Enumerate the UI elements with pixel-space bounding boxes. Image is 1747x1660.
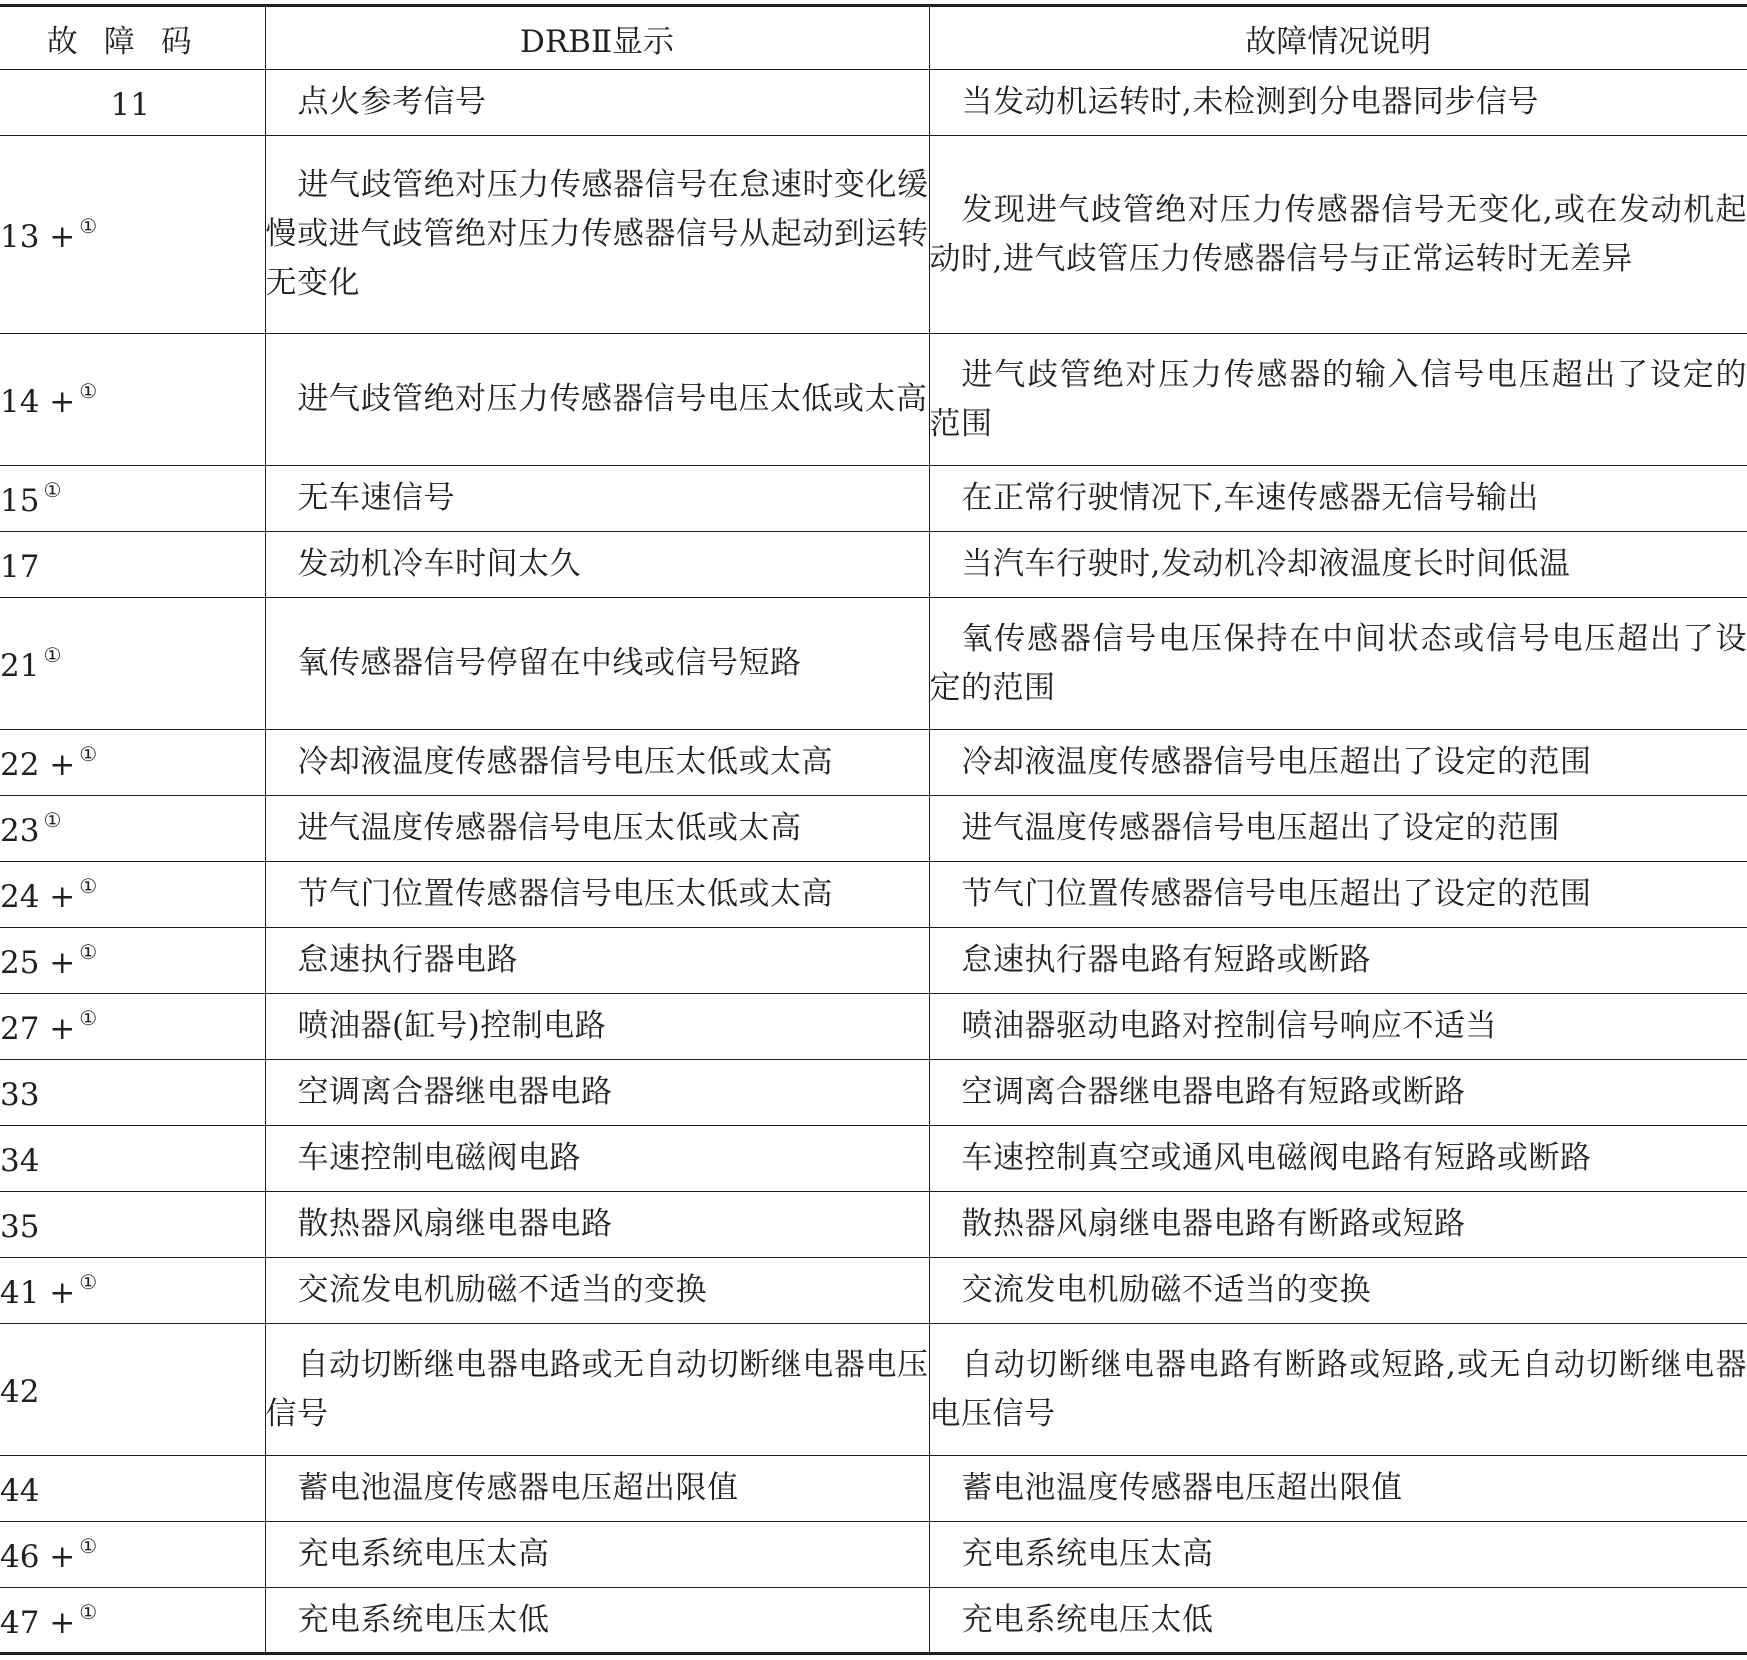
note-mark: ① (79, 1534, 98, 1558)
description-cell: 当汽车行驶时,发动机冷却液温度长时间低温 (929, 532, 1747, 598)
fault-code-cell (0, 1588, 265, 1654)
drb-cell: 蓄电池温度传感器电压超出限值 (265, 1456, 929, 1522)
description-cell: 节气门位置传感器信号电压超出了设定的范围 (929, 862, 1747, 928)
description-cell: 冷却液温度传感器信号电压超出了设定的范围 (929, 730, 1747, 796)
description-cell: 在正常行驶情况下,车速传感器无信号输出 (929, 466, 1747, 532)
note-mark: ① (43, 643, 62, 667)
fault-code-cell (0, 994, 265, 1060)
table-row (0, 598, 1747, 730)
fault-code: 41 + (0, 1275, 76, 1311)
fault-code: 23 (0, 813, 40, 849)
fault-code-cell (0, 1456, 265, 1522)
drb-cell: 空调离合器继电器电路 (265, 1060, 929, 1126)
drb-cell: 节气门位置传感器信号电压太低或太高 (265, 862, 929, 928)
note-mark: ① (79, 1270, 98, 1294)
table-header-row (0, 6, 1747, 70)
fault-code: 13 + (0, 219, 76, 255)
table-row (0, 466, 1747, 532)
drb-cell: 进气歧管绝对压力传感器信号电压太低或太高 (265, 334, 929, 466)
fault-code: 11 (110, 87, 150, 123)
table-row (0, 1258, 1747, 1324)
table-row (0, 334, 1747, 466)
description-cell: 空调离合器继电器电路有短路或断路 (929, 1060, 1747, 1126)
drb-cell: 充电系统电压太低 (265, 1588, 929, 1654)
description-cell: 进气温度传感器信号电压超出了设定的范围 (929, 796, 1747, 862)
table-row (0, 70, 1747, 136)
description-cell: 蓄电池温度传感器电压超出限值 (929, 1456, 1747, 1522)
fault-code-cell (0, 1522, 265, 1588)
fault-code-cell (0, 796, 265, 862)
header-code: 故障码 (0, 6, 265, 70)
description-cell: 进气歧管绝对压力传感器的输入信号电压超出了设定的范围 (929, 334, 1747, 466)
fault-code: 33 (0, 1077, 40, 1113)
table-row (0, 1060, 1747, 1126)
drb-cell: 交流发电机励磁不适当的变换 (265, 1258, 929, 1324)
drb-cell: 充电系统电压太高 (265, 1522, 929, 1588)
fault-code: 47 + (0, 1604, 76, 1641)
table-row (0, 136, 1747, 334)
drb-cell: 怠速执行器电路 (265, 928, 929, 994)
note-mark: ① (79, 1006, 98, 1030)
table-row (0, 928, 1747, 994)
table-row (0, 730, 1747, 796)
fault-code-cell (0, 334, 265, 466)
table-row (0, 1126, 1747, 1192)
fault-code: 14 + (0, 384, 76, 420)
note-mark: ① (79, 874, 98, 898)
note-mark: ① (79, 214, 98, 238)
drb-cell: 氧传感器信号停留在中线或信号短路 (265, 598, 929, 730)
fault-code-cell (0, 1126, 265, 1192)
table-row (0, 862, 1747, 928)
drb-cell: 点火参考信号 (265, 70, 929, 136)
note-mark: ① (79, 742, 98, 766)
description-cell: 充电系统电压太低 (929, 1588, 1747, 1654)
fault-code: 22 + (0, 747, 76, 783)
note-mark: ① (79, 940, 98, 964)
fault-code: 21 (0, 648, 40, 684)
description-cell: 交流发电机励磁不适当的变换 (929, 1258, 1747, 1324)
header-drb: DRBⅡ显示 (265, 6, 929, 70)
table-row (0, 994, 1747, 1060)
fault-code: 46 + (0, 1539, 76, 1575)
fault-code-cell (0, 1192, 265, 1258)
fault-code-cell (0, 862, 265, 928)
description-cell: 发现进气歧管绝对压力传感器信号无变化,或在发动机起动时,进气歧管压力传感器信号与正常运转时无差异 (929, 136, 1747, 334)
fault-code: 27 + (0, 1011, 76, 1047)
table-row (0, 1324, 1747, 1456)
fault-code-cell (0, 532, 265, 598)
table-row (0, 1192, 1747, 1258)
fault-code-cell (0, 1324, 265, 1456)
drb-cell: 冷却液温度传感器信号电压太低或太高 (265, 730, 929, 796)
description-cell: 怠速执行器电路有短路或断路 (929, 928, 1747, 994)
drb-cell: 进气温度传感器信号电压太低或太高 (265, 796, 929, 862)
note-mark: ① (79, 379, 98, 403)
fault-code: 35 (0, 1209, 40, 1245)
fault-code-cell (0, 466, 265, 532)
description-cell: 自动切断继电器电路有断路或短路,或无自动切断继电器电压信号 (929, 1324, 1747, 1456)
header-description: 故障情况说明 (929, 6, 1747, 70)
fault-code-cell (0, 70, 265, 136)
fault-code-cell (0, 928, 265, 994)
fault-code-cell (0, 1060, 265, 1126)
drb-cell: 发动机冷车时间太久 (265, 532, 929, 598)
table-row (0, 532, 1747, 598)
fault-code: 25 + (0, 945, 76, 981)
description-cell: 喷油器驱动电路对控制信号响应不适当 (929, 994, 1747, 1060)
description-cell: 当发动机运转时,未检测到分电器同步信号 (929, 70, 1747, 136)
drb-cell: 自动切断继电器电路或无自动切断继电器电压信号 (265, 1324, 929, 1456)
fault-code: 15 (0, 483, 40, 519)
fault-code: 34 (0, 1143, 40, 1179)
drb-cell: 进气歧管绝对压力传感器信号在怠速时变化缓慢或进气歧管绝对压力传感器信号从起动到运转无变化 (265, 136, 929, 334)
drb-cell: 无车速信号 (265, 466, 929, 532)
description-cell: 散热器风扇继电器电路有断路或短路 (929, 1192, 1747, 1258)
table-row (0, 796, 1747, 862)
fault-code-table (0, 4, 1747, 1655)
description-cell: 车速控制真空或通风电磁阀电路有短路或断路 (929, 1126, 1747, 1192)
fault-code-cell (0, 136, 265, 334)
fault-code: 44 (0, 1473, 40, 1509)
fault-code: 24 + (0, 879, 76, 915)
note-mark: ① (43, 478, 62, 502)
drb-cell: 车速控制电磁阀电路 (265, 1126, 929, 1192)
table-row (0, 1456, 1747, 1522)
fault-code-cell (0, 1258, 265, 1324)
table-row (0, 1588, 1747, 1654)
note-mark: ① (43, 808, 62, 832)
fault-code-cell (0, 730, 265, 796)
note-mark: ① (79, 1599, 98, 1624)
table-row (0, 1522, 1747, 1588)
description-cell: 氧传感器信号电压保持在中间状态或信号电压超出了设定的范围 (929, 598, 1747, 730)
fault-code: 42 (0, 1374, 40, 1410)
drb-cell: 散热器风扇继电器电路 (265, 1192, 929, 1258)
drb-cell: 喷油器(缸号)控制电路 (265, 994, 929, 1060)
fault-code: 17 (0, 549, 40, 585)
description-cell: 充电系统电压太高 (929, 1522, 1747, 1588)
fault-code-cell (0, 598, 265, 730)
